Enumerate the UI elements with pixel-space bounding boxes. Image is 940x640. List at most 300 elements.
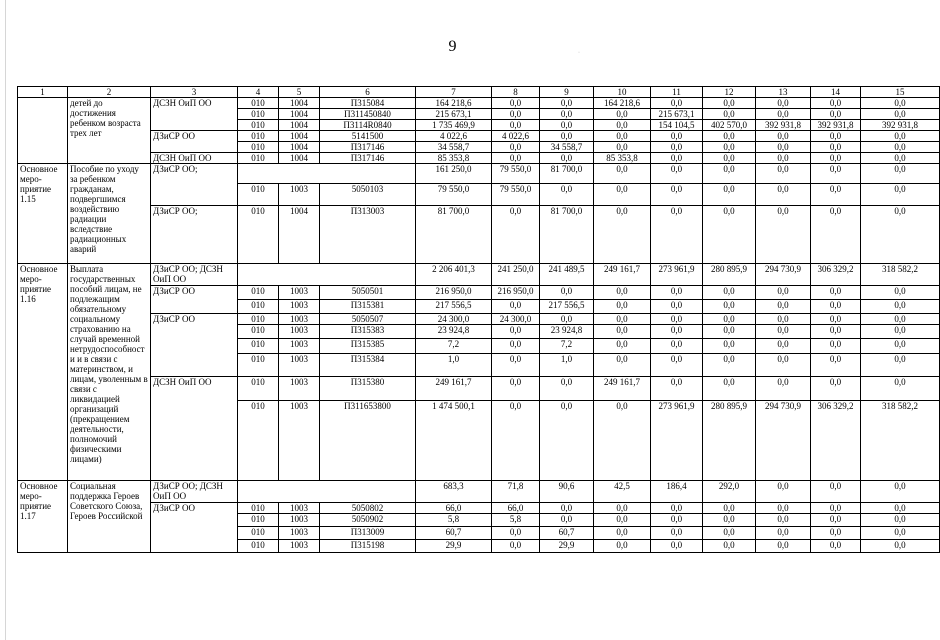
amount-cell: 0,0 (811, 153, 861, 164)
amount-cell: 0,0 (756, 377, 811, 401)
amount-cell: 0,0 (492, 325, 540, 339)
amount-cell: 0,0 (811, 206, 861, 264)
activity-label (18, 98, 68, 164)
executor-cell: ДЗиСР ОО (151, 314, 238, 377)
scan-edge-line (5, 0, 6, 640)
amount-cell: 0,0 (703, 153, 756, 164)
amount-cell: 154 104,5 (651, 120, 703, 131)
amount-cell: 0,0 (811, 339, 861, 354)
amount-cell: 0,0 (756, 164, 811, 184)
column-header: 13 (756, 87, 811, 98)
table-row (18, 206, 940, 264)
amount-cell: 0,0 (651, 153, 703, 164)
amount-cell: 0,0 (861, 527, 940, 540)
amount-cell: 24 300,0 (416, 314, 492, 325)
amount-cell: 0,0 (756, 142, 811, 153)
amount-cell: 0,0 (492, 401, 540, 481)
amount-cell: 0,0 (594, 503, 651, 514)
code-cell: 010 (238, 527, 279, 540)
code-cell: 010 (238, 339, 279, 354)
code-cell: П315383 (320, 325, 416, 339)
amount-cell: 0,0 (594, 514, 651, 527)
amount-cell: 0,0 (811, 377, 861, 401)
amount-cell: 0,0 (594, 142, 651, 153)
amount-cell: 79 550,0 (492, 184, 540, 206)
amount-cell: 241 489,5 (540, 264, 594, 286)
amount-cell: 0,0 (861, 540, 940, 553)
amount-cell: 0,0 (540, 401, 594, 481)
budget-table (17, 86, 940, 553)
executor-cell: ДЗиСР ОО; (151, 206, 238, 264)
column-header: 8 (492, 87, 540, 98)
amount-cell: 0,0 (492, 153, 540, 164)
amount-cell: 0,0 (651, 286, 703, 300)
code-cell: 010 (238, 314, 279, 325)
code-cell: 1003 (279, 514, 320, 527)
amount-cell: 161 250,0 (416, 164, 492, 184)
column-header: 14 (811, 87, 861, 98)
amount-cell: 29,9 (416, 540, 492, 553)
code-cell: 5050103 (320, 184, 416, 206)
code-cell: П317146 (320, 142, 416, 153)
amount-cell: 0,0 (540, 109, 594, 120)
code-cell: 1003 (279, 314, 320, 325)
amount-cell: 0,0 (811, 325, 861, 339)
amount-cell: 306 329,2 (811, 401, 861, 481)
amount-cell: 0,0 (861, 325, 940, 339)
code-cell: П317146 (320, 153, 416, 164)
column-header: 12 (703, 87, 756, 98)
amount-cell: 0,0 (811, 314, 861, 325)
total-row (18, 164, 940, 184)
code-cell: 010 (238, 142, 279, 153)
code-cell: 010 (238, 206, 279, 264)
amount-cell: 0,0 (594, 131, 651, 142)
amount-cell: 0,0 (861, 286, 940, 300)
amount-cell: 0,0 (594, 286, 651, 300)
amount-cell: 5,8 (416, 514, 492, 527)
amount-cell: 0,0 (492, 540, 540, 553)
amount-cell: 0,0 (756, 206, 811, 264)
code-cell: 1004 (279, 109, 320, 120)
amount-cell: 0,0 (651, 503, 703, 514)
amount-cell: 5,8 (492, 514, 540, 527)
amount-cell: 215 673,1 (651, 109, 703, 120)
amount-cell: 164 218,6 (594, 98, 651, 109)
code-cell: 1003 (279, 184, 320, 206)
code-cell: 1004 (279, 153, 320, 164)
total-row (18, 481, 940, 503)
amount-cell: 0,0 (594, 184, 651, 206)
amount-cell: 0,0 (756, 527, 811, 540)
amount-cell: 0,0 (492, 339, 540, 354)
executor-cell: ДСЗН ОиП ОО (151, 98, 238, 131)
amount-cell: 216 950,0 (416, 286, 492, 300)
amount-cell: 0,0 (703, 184, 756, 206)
amount-cell: 0,0 (811, 109, 861, 120)
amount-cell: 0,0 (861, 109, 940, 120)
amount-cell: 1 474 500,1 (416, 401, 492, 481)
amount-cell: 60,7 (540, 527, 594, 540)
executor-cell: ДЗиСР ОО (151, 503, 238, 553)
amount-cell: 2 206 401,3 (416, 264, 492, 286)
code-cell: П311653800 (320, 401, 416, 481)
amount-cell: 0,0 (703, 286, 756, 300)
code-cell: 1003 (279, 286, 320, 300)
amount-cell: 7,2 (416, 339, 492, 354)
amount-cell: 0,0 (651, 164, 703, 184)
amount-cell: 0,0 (861, 481, 940, 503)
amount-cell: 1,0 (540, 354, 594, 377)
amount-cell: 0,0 (861, 164, 940, 184)
amount-cell: 66,0 (416, 503, 492, 514)
amount-cell: 0,0 (594, 120, 651, 131)
code-cell: 010 (238, 109, 279, 120)
amount-cell: 0,0 (861, 314, 940, 325)
amount-cell: 0,0 (492, 142, 540, 153)
code-cell: 1003 (279, 503, 320, 514)
amount-cell: 216 950,0 (492, 286, 540, 300)
amount-cell: 0,0 (811, 503, 861, 514)
amount-cell: 4 022,6 (416, 131, 492, 142)
amount-cell: 81 700,0 (540, 164, 594, 184)
amount-cell: 85 353,8 (594, 153, 651, 164)
amount-cell: 0,0 (756, 314, 811, 325)
amount-cell: 0,0 (756, 339, 811, 354)
amount-cell: 392 931,8 (811, 120, 861, 131)
amount-cell: 0,0 (703, 300, 756, 314)
amount-cell: 0,0 (492, 109, 540, 120)
amount-cell: 0,0 (861, 300, 940, 314)
amount-cell: 79 550,0 (416, 184, 492, 206)
amount-cell: 0,0 (651, 184, 703, 206)
code-cell: 5050507 (320, 314, 416, 325)
amount-cell: 306 329,2 (811, 264, 861, 286)
executor-cell: ДСЗН ОиП ОО (151, 153, 238, 164)
amount-cell: 0,0 (861, 153, 940, 164)
code-cell: 010 (238, 514, 279, 527)
code-cell: П315384 (320, 354, 416, 377)
code-cell: П315380 (320, 377, 416, 401)
amount-cell: 0,0 (594, 527, 651, 540)
amount-cell: 81 700,0 (416, 206, 492, 264)
amount-cell: 7,2 (540, 339, 594, 354)
amount-cell: 0,0 (594, 339, 651, 354)
amount-cell: 0,0 (811, 527, 861, 540)
amount-cell: 81 700,0 (540, 206, 594, 264)
amount-cell: 0,0 (594, 354, 651, 377)
amount-cell: 0,0 (594, 206, 651, 264)
amount-cell: 0,0 (594, 401, 651, 481)
code-cell: 1003 (279, 300, 320, 314)
amount-cell: 0,0 (594, 300, 651, 314)
code-cell: 010 (238, 354, 279, 377)
code-cell: 010 (238, 540, 279, 553)
amount-cell: 0,0 (651, 325, 703, 339)
code-cell: 1003 (279, 527, 320, 540)
amount-cell: 0,0 (492, 98, 540, 109)
executor-cell: ДЗиСР ОО; ДСЗН ОиП ОО (151, 481, 238, 503)
amount-cell: 0,0 (540, 286, 594, 300)
amount-cell: 0,0 (540, 503, 594, 514)
amount-cell: 0,0 (703, 540, 756, 553)
code-cell: 010 (238, 325, 279, 339)
amount-cell: 34 558,7 (540, 142, 594, 153)
amount-cell: 217 556,5 (416, 300, 492, 314)
amount-cell: 318 582,2 (861, 264, 940, 286)
amount-cell: 392 931,8 (861, 120, 940, 131)
amount-cell: 0,0 (861, 503, 940, 514)
amount-cell: 241 250,0 (492, 264, 540, 286)
amount-cell: 0,0 (756, 354, 811, 377)
code-cell: 1004 (279, 131, 320, 142)
amount-cell: 0,0 (651, 514, 703, 527)
code-cell: 010 (238, 153, 279, 164)
amount-cell: 1 735 469,9 (416, 120, 492, 131)
column-header: 15 (861, 87, 940, 98)
amount-cell: 4 022,6 (492, 131, 540, 142)
amount-cell: 164 218,6 (416, 98, 492, 109)
amount-cell: 0,0 (811, 164, 861, 184)
executor-cell: ДЗиСР ОО (151, 286, 238, 314)
table-row (18, 286, 940, 300)
code-cell: П315385 (320, 339, 416, 354)
amount-cell: 0,0 (492, 377, 540, 401)
amount-cell: 0,0 (703, 98, 756, 109)
code-cell: 010 (238, 377, 279, 401)
amount-cell: 0,0 (811, 481, 861, 503)
code-cell: 1004 (279, 206, 320, 264)
amount-cell: 0,0 (756, 131, 811, 142)
code-cell (238, 481, 416, 503)
code-cell: 1003 (279, 401, 320, 481)
code-cell: П315084 (320, 98, 416, 109)
amount-cell: 0,0 (861, 131, 940, 142)
amount-cell: 0,0 (756, 481, 811, 503)
code-cell: П315381 (320, 300, 416, 314)
amount-cell: 0,0 (703, 109, 756, 120)
amount-cell: 0,0 (756, 300, 811, 314)
column-header: 4 (238, 87, 279, 98)
amount-cell: 0,0 (703, 325, 756, 339)
amount-cell: 0,0 (651, 98, 703, 109)
amount-cell: 0,0 (651, 206, 703, 264)
activity-label: Основное меро-приятие 1.17 (18, 481, 68, 553)
code-cell: 5050902 (320, 514, 416, 527)
amount-cell: 0,0 (861, 514, 940, 527)
amount-cell: 0,0 (594, 109, 651, 120)
amount-cell: 0,0 (651, 377, 703, 401)
amount-cell: 0,0 (756, 503, 811, 514)
amount-cell: 0,0 (703, 339, 756, 354)
amount-cell: 0,0 (492, 206, 540, 264)
code-cell: 010 (238, 120, 279, 131)
amount-cell: 0,0 (492, 300, 540, 314)
code-cell: 010 (238, 401, 279, 481)
amount-cell: 0,0 (540, 514, 594, 527)
code-cell: 1004 (279, 142, 320, 153)
column-header: 11 (651, 87, 703, 98)
table-row (18, 98, 940, 109)
column-header: 1 (18, 87, 68, 98)
code-cell: 5050501 (320, 286, 416, 300)
amount-cell: 249 161,7 (594, 377, 651, 401)
amount-cell: 0,0 (540, 184, 594, 206)
header-row (18, 87, 940, 98)
amount-cell: 0,0 (540, 98, 594, 109)
activity-description: Социальная поддержка Героев Советского Союза, Героев Российской (68, 481, 151, 553)
amount-cell: 23 924,8 (540, 325, 594, 339)
amount-cell: 60,7 (416, 527, 492, 540)
code-cell: 010 (238, 98, 279, 109)
amount-cell: 0,0 (651, 540, 703, 553)
column-header: 2 (68, 87, 151, 98)
table-row (18, 503, 940, 514)
amount-cell: 0,0 (703, 131, 756, 142)
amount-cell: 249 161,7 (416, 377, 492, 401)
amount-cell: 0,0 (811, 131, 861, 142)
amount-cell: 0,0 (651, 142, 703, 153)
amount-cell: 0,0 (811, 300, 861, 314)
column-header: 9 (540, 87, 594, 98)
column-header: 10 (594, 87, 651, 98)
amount-cell: 0,0 (651, 131, 703, 142)
code-cell: 1003 (279, 354, 320, 377)
amount-cell: 0,0 (811, 184, 861, 206)
activity-description: Пособие по уходу за ребенком гражданам, подвергшимся воздействию радиации вследствие радиационных аварий (68, 164, 151, 264)
amount-cell: 294 730,9 (756, 401, 811, 481)
amount-cell: 0,0 (811, 540, 861, 553)
code-cell: 1004 (279, 120, 320, 131)
amount-cell: 217 556,5 (540, 300, 594, 314)
amount-cell: 0,0 (540, 131, 594, 142)
table-row (18, 314, 940, 325)
amount-cell: 0,0 (861, 339, 940, 354)
code-cell: 1003 (279, 339, 320, 354)
amount-cell: 0,0 (594, 325, 651, 339)
amount-cell: 0,0 (594, 540, 651, 553)
executor-cell: ДЗиСР ОО (151, 131, 238, 153)
amount-cell: 0,0 (703, 514, 756, 527)
total-row (18, 264, 940, 286)
amount-cell: 0,0 (703, 206, 756, 264)
amount-cell: 0,0 (756, 153, 811, 164)
amount-cell: 42,5 (594, 481, 651, 503)
amount-cell: 0,0 (811, 286, 861, 300)
code-cell: П315198 (320, 540, 416, 553)
code-cell: П313003 (320, 206, 416, 264)
table-row (18, 377, 940, 401)
amount-cell: 0,0 (651, 354, 703, 377)
code-cell: 1003 (279, 325, 320, 339)
amount-cell: 0,0 (861, 354, 940, 377)
amount-cell: 0,0 (861, 206, 940, 264)
code-cell: 5050802 (320, 503, 416, 514)
amount-cell: 0,0 (540, 153, 594, 164)
amount-cell: 294 730,9 (756, 264, 811, 286)
amount-cell: 0,0 (594, 164, 651, 184)
amount-cell: 85 353,8 (416, 153, 492, 164)
table-row (18, 131, 940, 142)
amount-cell: 0,0 (492, 120, 540, 131)
amount-cell: 0,0 (703, 354, 756, 377)
code-cell: 010 (238, 184, 279, 206)
amount-cell: 0,0 (756, 540, 811, 553)
amount-cell: 0,0 (756, 98, 811, 109)
code-cell: 5141500 (320, 131, 416, 142)
amount-cell: 0,0 (861, 98, 940, 109)
amount-cell: 0,0 (756, 184, 811, 206)
code-cell: П3114R0840 (320, 120, 416, 131)
amount-cell: 318 582,2 (861, 401, 940, 481)
amount-cell: 0,0 (756, 109, 811, 120)
code-cell: 1003 (279, 377, 320, 401)
column-header: 3 (151, 87, 238, 98)
amount-cell: 0,0 (861, 377, 940, 401)
amount-cell: 0,0 (861, 184, 940, 206)
scan-speck: · (578, 50, 580, 56)
code-cell: П313009 (320, 527, 416, 540)
amount-cell: 683,3 (416, 481, 492, 503)
amount-cell: 215 673,1 (416, 109, 492, 120)
amount-cell: 71,8 (492, 481, 540, 503)
amount-cell: 0,0 (756, 514, 811, 527)
amount-cell: 90,6 (540, 481, 594, 503)
amount-cell: 0,0 (651, 527, 703, 540)
code-cell: П311450840 (320, 109, 416, 120)
amount-cell: 0,0 (594, 314, 651, 325)
amount-cell: 402 570,0 (703, 120, 756, 131)
amount-cell: 273 961,9 (651, 264, 703, 286)
amount-cell: 0,0 (651, 300, 703, 314)
amount-cell: 0,0 (492, 527, 540, 540)
activity-description: детей до достижения ребенком возраста трех лет (68, 98, 151, 164)
amount-cell: 292,0 (703, 481, 756, 503)
code-cell: 1003 (279, 540, 320, 553)
amount-cell: 0,0 (540, 377, 594, 401)
amount-cell: 0,0 (540, 314, 594, 325)
executor-cell: ДЗиСР ОО; (151, 164, 238, 206)
amount-cell: 66,0 (492, 503, 540, 514)
amount-cell: 0,0 (756, 325, 811, 339)
amount-cell: 0,0 (651, 314, 703, 325)
amount-cell: 0,0 (703, 377, 756, 401)
amount-cell: 24 300,0 (492, 314, 540, 325)
amount-cell: 280 895,9 (703, 401, 756, 481)
column-header: 5 (279, 87, 320, 98)
amount-cell: 186,4 (651, 481, 703, 503)
code-cell: 010 (238, 503, 279, 514)
amount-cell: 0,0 (703, 314, 756, 325)
column-header: 7 (416, 87, 492, 98)
amount-cell: 0,0 (540, 120, 594, 131)
amount-cell: 0,0 (756, 286, 811, 300)
amount-cell: 0,0 (703, 503, 756, 514)
amount-cell: 280 895,9 (703, 264, 756, 286)
amount-cell: 0,0 (703, 527, 756, 540)
code-cell: 1004 (279, 98, 320, 109)
amount-cell: 0,0 (651, 339, 703, 354)
executor-cell: ДЗиСР ОО; ДСЗН ОиП ОО (151, 264, 238, 286)
amount-cell: 1,0 (416, 354, 492, 377)
amount-cell: 392 931,8 (756, 120, 811, 131)
table-row (18, 153, 940, 164)
amount-cell: 0,0 (703, 142, 756, 153)
code-cell (238, 264, 416, 286)
amount-cell: 0,0 (703, 164, 756, 184)
amount-cell: 0,0 (811, 98, 861, 109)
code-cell (238, 164, 416, 184)
